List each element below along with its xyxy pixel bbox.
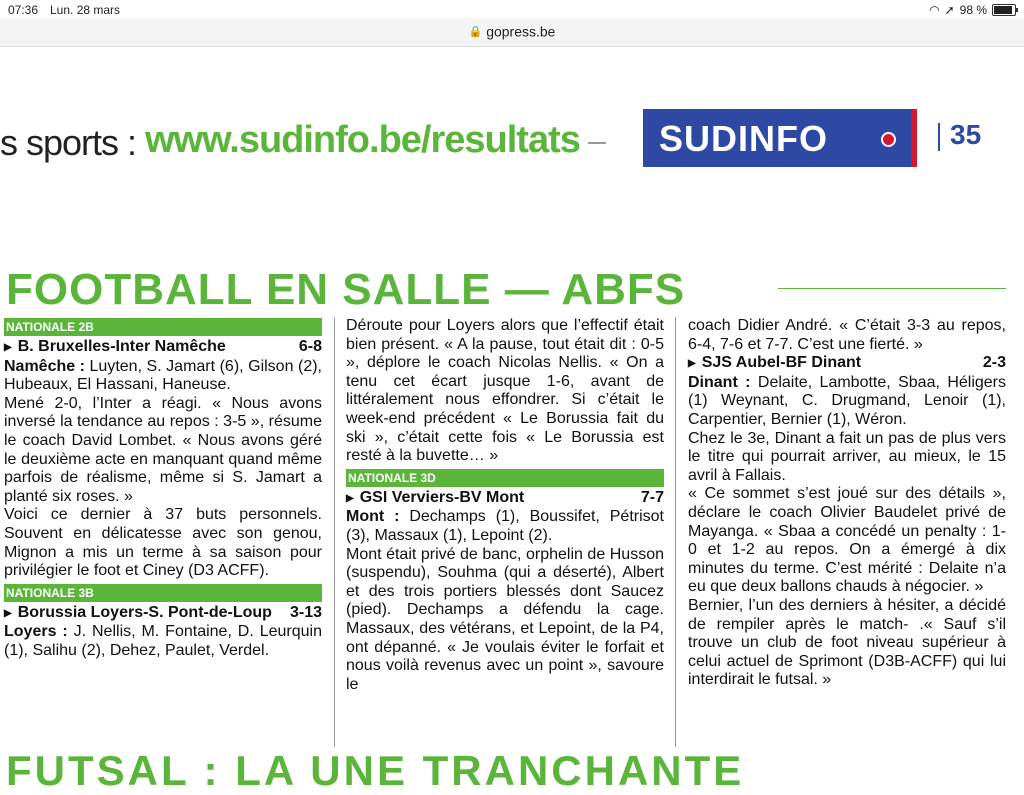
- url-text: gopress.be: [486, 23, 556, 40]
- newspaper-page: [0, 47, 1024, 794]
- lineup: [688, 374, 1006, 430]
- match-result: [4, 604, 322, 624]
- location-arrow-icon: ➚: [944, 3, 955, 17]
- battery-percent: 98 %: [959, 3, 987, 17]
- section-title: FOOTBALL EN SALLE — ABFS: [6, 265, 686, 314]
- logo-dot-icon: [881, 132, 896, 147]
- column-divider: [675, 317, 676, 747]
- triangle-bullet-icon: ▶: [4, 607, 12, 619]
- battery-fill: [994, 6, 1012, 14]
- logo-text: SUDINFO: [659, 118, 828, 159]
- browser-address-bar[interactable]: [0, 18, 1024, 47]
- lineup-team: Namêche :: [4, 357, 85, 375]
- lineup-players: Delaite, Lambotte, Sbaa, Héligers (1) Weynant, C. Drugmand, Lenoir (1), Carpentier, Bernier (1), Wéron.: [688, 373, 1006, 428]
- article-paragraph: Mené 2-0, l’Inter a réagi. « Nous avons inversé la tendance au repos : 3-5 », résume le coach David Lombet. « Nous avons géré le deuxième acte en manquant quand même parfois de réalisme, même si S. Jamart a planté six roses. »: [4, 394, 322, 505]
- lineup-team: Dinant :: [688, 373, 751, 391]
- match-teams: GSI Verviers-BV Mont: [359, 488, 525, 506]
- match-score: 7-7: [640, 488, 664, 506]
- article-paragraph: coach Didier André. « C’était 3-3 au repos, 6-4, 7-6 et 7-7. C’est une fierté. »: [688, 317, 1006, 353]
- article-paragraph: Mont était privé de banc, orphelin de Husson (suspendu), Souhma (qui a déserté), Albert et des trois portiers blessés dont Saucez (pied). Dechamps a défendu la cage. Massaux, des vétérans, et Lepoint, de la P4, ont dépanné. « Je voulais éviter le forfait et nous voilà revenus avec un point », savoure le: [346, 545, 664, 693]
- page-number: 35: [950, 119, 982, 150]
- article-paragraph: Voici ce dernier à 37 buts personnels. Souvent en délicatesse avec son genou, Mignon a mis un terme à sa saison pour privilégier le foot et Ciney (D3 ACFF).: [4, 506, 322, 580]
- article-paragraph: Bernier, l’un des derniers à hésiter, a décidé de rempiler après le match- .« Sauf s’il trouve un club de foot niveau supérieur à celui actuel de Sprimont (D3B-ACFF) qui lui interdirait le futsal. »: [688, 596, 1006, 689]
- match-teams: SJS Aubel-BF Dinant: [701, 354, 862, 372]
- article-paragraph: « Ce sommet s’est joué sur des détails », déclare le coach Olivier Baudelet privé de Mayanga. « Sbaa a concédé un penalty : 1-0 et 1-2 au repos. On a émergé à dix minutes du terme. C’est mérité : Delaite n’a eu que deux ballons chauds à négocier. »: [688, 485, 1006, 596]
- address-display[interactable]: [0, 22, 1024, 39]
- match-result: [688, 354, 1006, 374]
- next-section-heading: FUTSAL : LA UNE TRANCHANTE: [6, 747, 745, 794]
- match-teams: B. Bruxelles-Inter Namêche: [17, 338, 226, 355]
- match-score: 3-13: [289, 603, 322, 621]
- match-result: [346, 489, 664, 509]
- article-column-3: [688, 317, 1006, 690]
- sudinfo-logo: [643, 109, 917, 167]
- lineup-team: Mont :: [346, 508, 400, 526]
- match-teams: Borussia Loyers-S. Pont-de-Loup: [17, 603, 272, 621]
- article-paragraph: Chez le 3e, Dinant a fait un pas de plus vers le titre qui pourrait arriver, au mieux, le 15 avril à Fallais.: [688, 429, 1006, 484]
- status-bar: [0, 0, 1024, 20]
- status-time: 07:36: [8, 3, 39, 17]
- article-column-1: [4, 317, 322, 661]
- division-band: NATIONALE 3D: [346, 469, 664, 487]
- article-column-2: [346, 317, 664, 694]
- division-band: NATIONALE 3B: [4, 584, 322, 602]
- lineup-players: J. Nellis, M. Fontaine, D. Leurquin (1), Salihu (2), Dehez, Paulet, Verdel.: [4, 623, 322, 659]
- lineup: [4, 358, 322, 395]
- next-section-heading-fragment: [0, 747, 1024, 794]
- lineup-players: Luyten, S. Jamart (6), Gilson (2), Hubeaux, El Hassani, Haneuse.: [4, 357, 322, 394]
- section-rule: [778, 288, 1006, 289]
- triangle-bullet-icon: ▶: [346, 492, 354, 504]
- wifi-icon: ◠: [929, 3, 940, 17]
- header-left-text: s sports :: [0, 122, 137, 163]
- lineup-players: Dechamps (1), Boussifet, Pétrisot (3), Massaux (1), Lepoint (2).: [346, 508, 664, 544]
- lineup-team: Loyers :: [4, 623, 68, 641]
- division-band: NATIONALE 2B: [4, 318, 322, 336]
- match-result: [4, 338, 322, 358]
- lineup: [4, 623, 322, 660]
- triangle-bullet-icon: ▶: [688, 358, 696, 370]
- column-divider: [334, 317, 335, 747]
- match-score: 6-8: [298, 338, 322, 355]
- match-score: 2-3: [982, 354, 1006, 372]
- page-number-separator: [938, 123, 940, 151]
- article-paragraph: Déroute pour Loyers alors que l’effectif était bien présent. « A la pause, tout était dit : 0-5 », déplore le coach Nicolas Nellis. « On a tenu cet écart jusque 1-6, avant de littéralement nous effondrer. Si c’était le week-end précédent « Le Borussia fait du ski », c’était cette fois « Le Borussia est resté à la buvette… »: [346, 317, 664, 465]
- battery-icon: [992, 4, 1016, 16]
- status-date: Lun. 28 mars: [50, 3, 121, 17]
- status-right: [929, 3, 1016, 17]
- header-dash: [588, 142, 606, 144]
- header-results-url: www.sudinfo.be/resultats: [145, 119, 580, 161]
- lineup: [346, 508, 664, 545]
- triangle-bullet-icon: ▶: [4, 342, 12, 353]
- lock-icon: 🔒: [468, 25, 483, 38]
